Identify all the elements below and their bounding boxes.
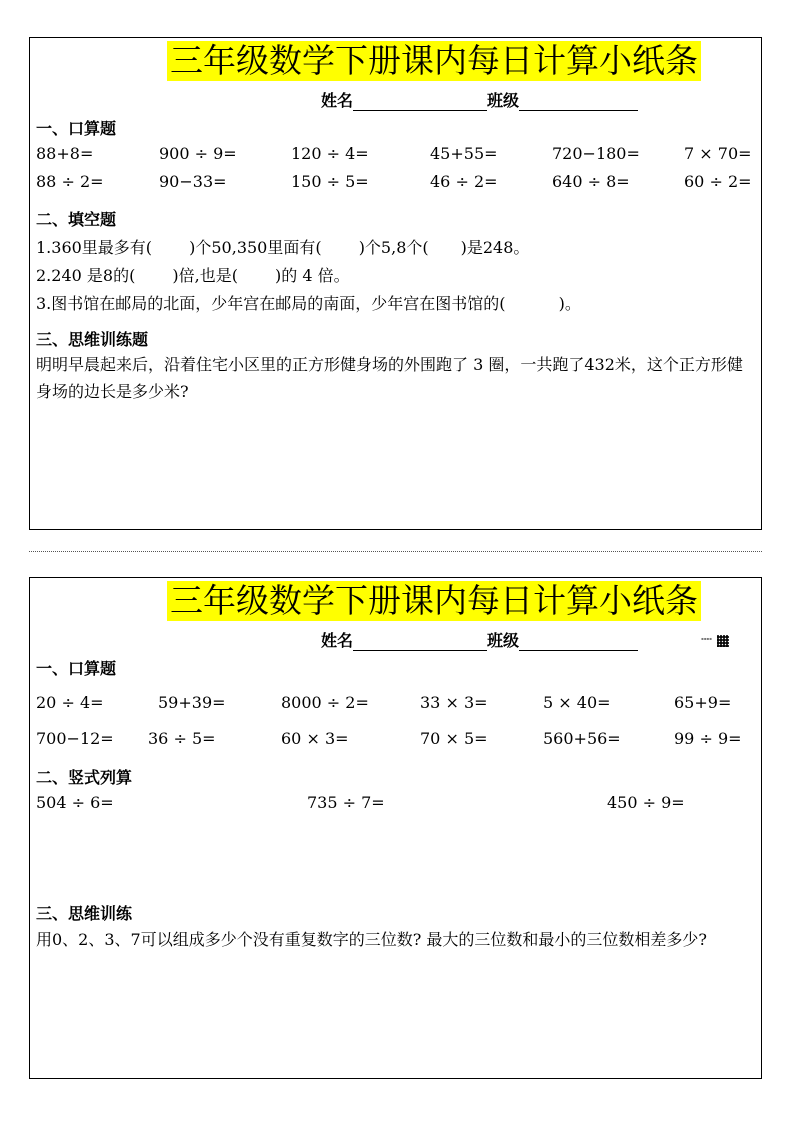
- oral-item: 640 ÷ 8=: [552, 172, 630, 191]
- name-class-row: [321, 628, 638, 651]
- oral-item: 88 ÷ 2=: [36, 172, 104, 191]
- oral-item: 8000 ÷ 2=: [281, 693, 369, 712]
- oral-item: 33 × 3=: [420, 693, 488, 712]
- qr-code-icon: [717, 635, 729, 647]
- section-title-thinking: 三、思维训练: [36, 904, 133, 923]
- fill-question-3: 3.图书馆在邮局的北面，少年宫在邮局的南面，少年宫在图书馆的( )。: [36, 294, 581, 313]
- oral-item: 7 × 70=: [684, 144, 752, 163]
- class-label: 班级: [487, 631, 520, 650]
- oral-item: 45+55=: [430, 144, 498, 163]
- vertical-item: 504 ÷ 6=: [36, 793, 114, 812]
- section-title-vertical: 二、竖式列算: [36, 768, 133, 787]
- oral-item: 36 ÷ 5=: [148, 729, 216, 748]
- name-blank[interactable]: [353, 634, 487, 651]
- worksheet-title: 三年级数学下册课内每日计算小纸条: [167, 581, 701, 621]
- fill-question-2: 2.240 是8的( )倍,也是( )的 4 倍。: [36, 266, 350, 285]
- section-title-oral: 一、口算题: [36, 119, 117, 138]
- oral-item: 560+56=: [543, 729, 621, 748]
- oral-item: 46 ÷ 2=: [430, 172, 498, 191]
- class-blank[interactable]: [519, 634, 638, 651]
- oral-item: 20 ÷ 4=: [36, 693, 104, 712]
- class-blank[interactable]: [519, 94, 638, 111]
- oral-item: 65+9=: [674, 693, 732, 712]
- section-title-thinking: 三、思维训练题: [36, 330, 149, 349]
- fill-question-1: 1.360里最多有( )个50,350里面有( )个5,8个( )是248。: [36, 238, 530, 257]
- qr-caption: ▪▪▪▪: [701, 636, 712, 641]
- oral-item: 720−180=: [552, 144, 640, 163]
- name-class-row: [321, 88, 638, 111]
- name-label: 姓名: [321, 91, 354, 110]
- vertical-item: 735 ÷ 7=: [307, 793, 385, 812]
- oral-item: 60 × 3=: [281, 729, 349, 748]
- oral-item: 59+39=: [158, 693, 226, 712]
- section-title-fill: 二、填空题: [36, 210, 117, 229]
- oral-item: 150 ÷ 5=: [291, 172, 369, 191]
- cut-line: [29, 551, 762, 552]
- thinking-problem: 明明早晨起来后，沿着住宅小区里的正方形健身场的外围跑了 3 圈，一共跑了432米，这个正方形健身场的边长是多少米?: [36, 355, 743, 401]
- oral-item: 70 × 5=: [420, 729, 488, 748]
- oral-item: 700−12=: [36, 729, 114, 748]
- oral-item: 120 ÷ 4=: [291, 144, 369, 163]
- worksheet-card-1: [29, 37, 762, 530]
- oral-item: 900 ÷ 9=: [159, 144, 237, 163]
- oral-item: 88+8=: [36, 144, 94, 163]
- thinking-problem: 用0、2、3、7可以组成多少个没有重复数字的三位数? 最大的三位数和最小的三位数相差多少?: [36, 930, 707, 949]
- worksheet-title: 三年级数学下册课内每日计算小纸条: [167, 41, 701, 81]
- section-title-oral: 一、口算题: [36, 659, 117, 678]
- class-label: 班级: [487, 91, 520, 110]
- name-blank[interactable]: [353, 94, 487, 111]
- oral-item: 5 × 40=: [543, 693, 611, 712]
- vertical-item: 450 ÷ 9=: [607, 793, 685, 812]
- oral-item: 99 ÷ 9=: [674, 729, 742, 748]
- name-label: 姓名: [321, 631, 354, 650]
- worksheet-card-2: [29, 577, 762, 1079]
- oral-item: 90−33=: [159, 172, 227, 191]
- oral-item: 60 ÷ 2=: [684, 172, 752, 191]
